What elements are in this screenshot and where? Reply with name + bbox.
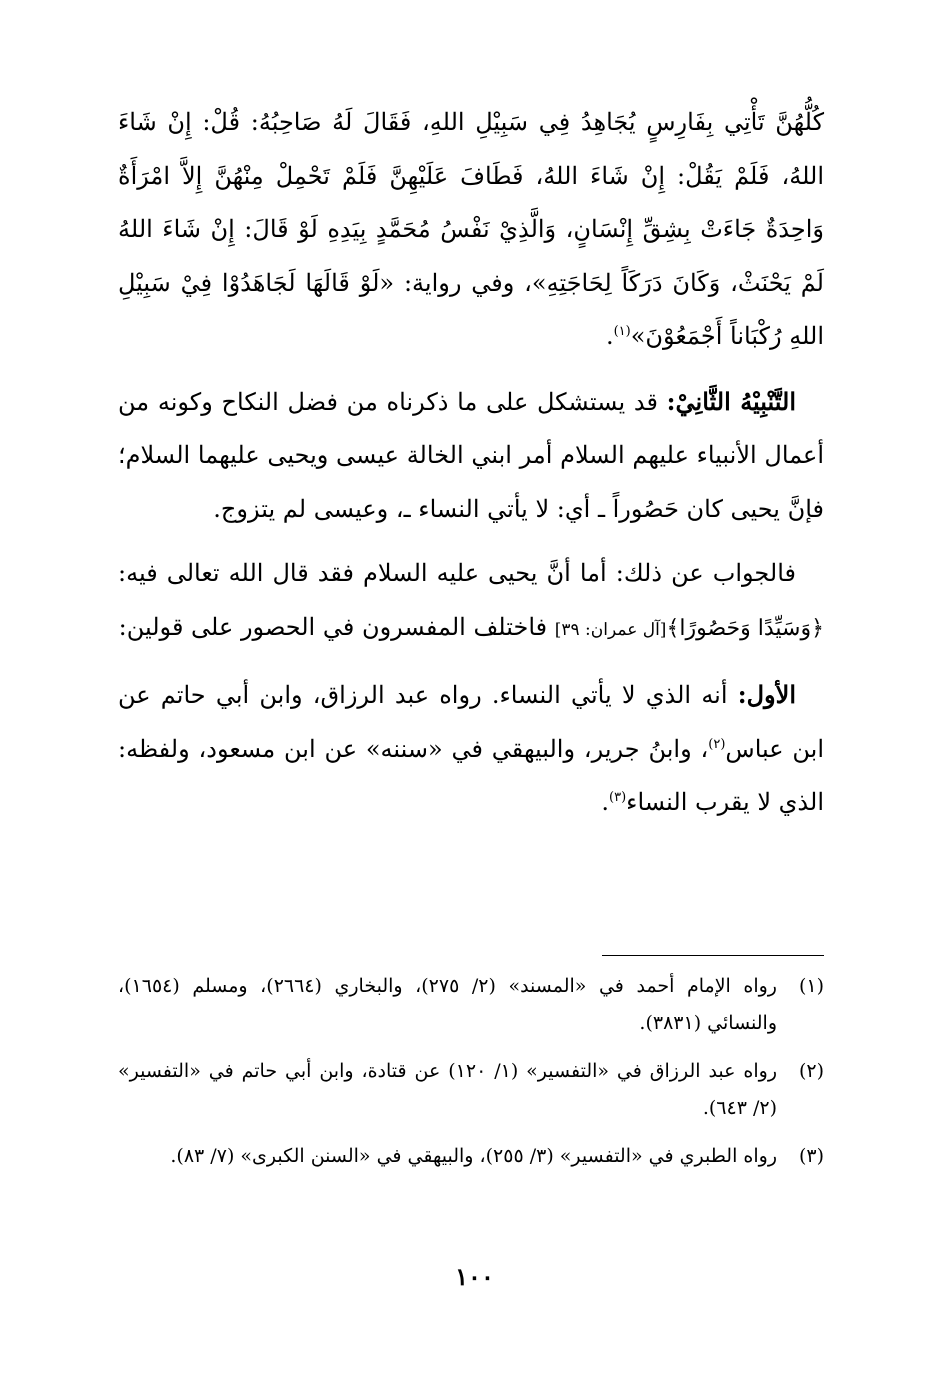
footnote xyxy=(118,968,824,1042)
footnote-text: رواه الطبري في «التفسير» (٣/ ٢٥٥)، والبيهقي في «السنن الكبرى» (٧/ ٨٣). xyxy=(170,1145,777,1167)
paragraph-text: قد يستشكل على ما ذكرناه من فضل النكاح وكونه من أعمال الأنبياء عليهم السلام أمر ابني الخالة عيسى ويحيى عليهما السلام؛ فإنَّ يحيى كان حَصُوراً ـ أي: لا يأتي النساء ـ، وعيسى لم يتزوج. xyxy=(118,387,824,523)
page-number: ١٠٠ xyxy=(455,1262,494,1291)
paragraph-text: فاختلف المفسرون في الحصور على قولين: xyxy=(118,612,555,641)
footnotes xyxy=(118,968,824,1186)
section-heading: التَّنْبِيْهُ الثَّانِيْ: xyxy=(666,386,797,416)
footnote-ref-1[interactable]: (١) xyxy=(613,324,631,339)
verse-reference: [آل عمران: ٣٩] xyxy=(554,619,667,640)
paragraph-text: ، وابنُ جرير، والبيهقي في «سننه» عن ابن مسعود، ولفظه: الذي لا يقرب النساء xyxy=(118,734,824,816)
footnote-text: رواه الإمام أحمد في «المسند» (٢/ ٢٧٥)، والبخاري (٢٦٦٤)، ومسلم (١٦٥٤)، والنسائي (٣٨٣١). xyxy=(118,975,777,1034)
footnote-divider xyxy=(602,955,824,956)
footnote-number: (٢) xyxy=(798,1060,824,1082)
opinion-heading: الأول: xyxy=(737,680,796,709)
quran-verse: ﴿وَسَيِّدًا وَحَصُورًا﴾ xyxy=(666,615,824,641)
sentence-end: . xyxy=(601,788,610,816)
first-opinion-paragraph xyxy=(118,668,824,830)
footnote-number: (١) xyxy=(798,975,824,997)
second-note-paragraph xyxy=(118,375,824,537)
sentence-end: . xyxy=(605,322,614,350)
hadith-paragraph xyxy=(118,96,824,364)
footnote xyxy=(118,1053,824,1127)
hadith-text: كُلُّهُنَّ تَأْتِي بِفَارِسٍ يُجَاهِدُ فِي سَبِيْلِ اللهِ، فَقَالَ لَهُ صَاحِبُهُ: قُلْ: إِنْ شَاءَ اللهُ، فَلَمْ يَقُلْ: إِنْ شَاءَ اللهُ، فَطَافَ عَلَيْهِنَّ فَلَمْ تَحْمِلْ مِنْهُنَّ إِلاَّ امْرَأَةٌ وَاحِدَةٌ جَاءَتْ بِشِقِّ إِنْسَانٍ، وَالَّذِيْ نَفْسُ مُحَمَّدٍ بِيَدِهِ لَوْ قَالَ: إِنْ شَاءَ اللهُ لَمْ يَحْنَثْ، وَكَانَ دَرَكَاً لِحَاجَتِهِ»، وفي رواية: «لَوْ قَالَهَا لَجَاهَدُوْا فِيْ سَبِيْلِ اللهِ رُكْبَاناً أَجْمَعُوْنَ» xyxy=(118,108,824,350)
answer-paragraph xyxy=(118,547,824,657)
footnote-ref-3[interactable]: (٣) xyxy=(609,790,627,805)
paragraph-text: أنه الذي لا يأتي النساء. رواه عبد الرزاق، وابن أبي حاتم عن ابن عباس xyxy=(118,681,825,763)
footnote-ref-2[interactable]: (٢) xyxy=(708,736,726,752)
footnote-number: (٣) xyxy=(798,1145,824,1167)
footnote xyxy=(118,1138,824,1175)
paragraph-text: فالجواب عن ذلك: أما أنَّ يحيى عليه السلام فقد قال الله تعالى فيه: xyxy=(118,559,796,587)
footnote-text: رواه عبد الرزاق في «التفسير» (١/ ١٢٠) عن قتادة، وابن أبي حاتم في «التفسير» (٢/ ٦٤٣). xyxy=(118,1060,777,1119)
main-text xyxy=(118,96,824,841)
